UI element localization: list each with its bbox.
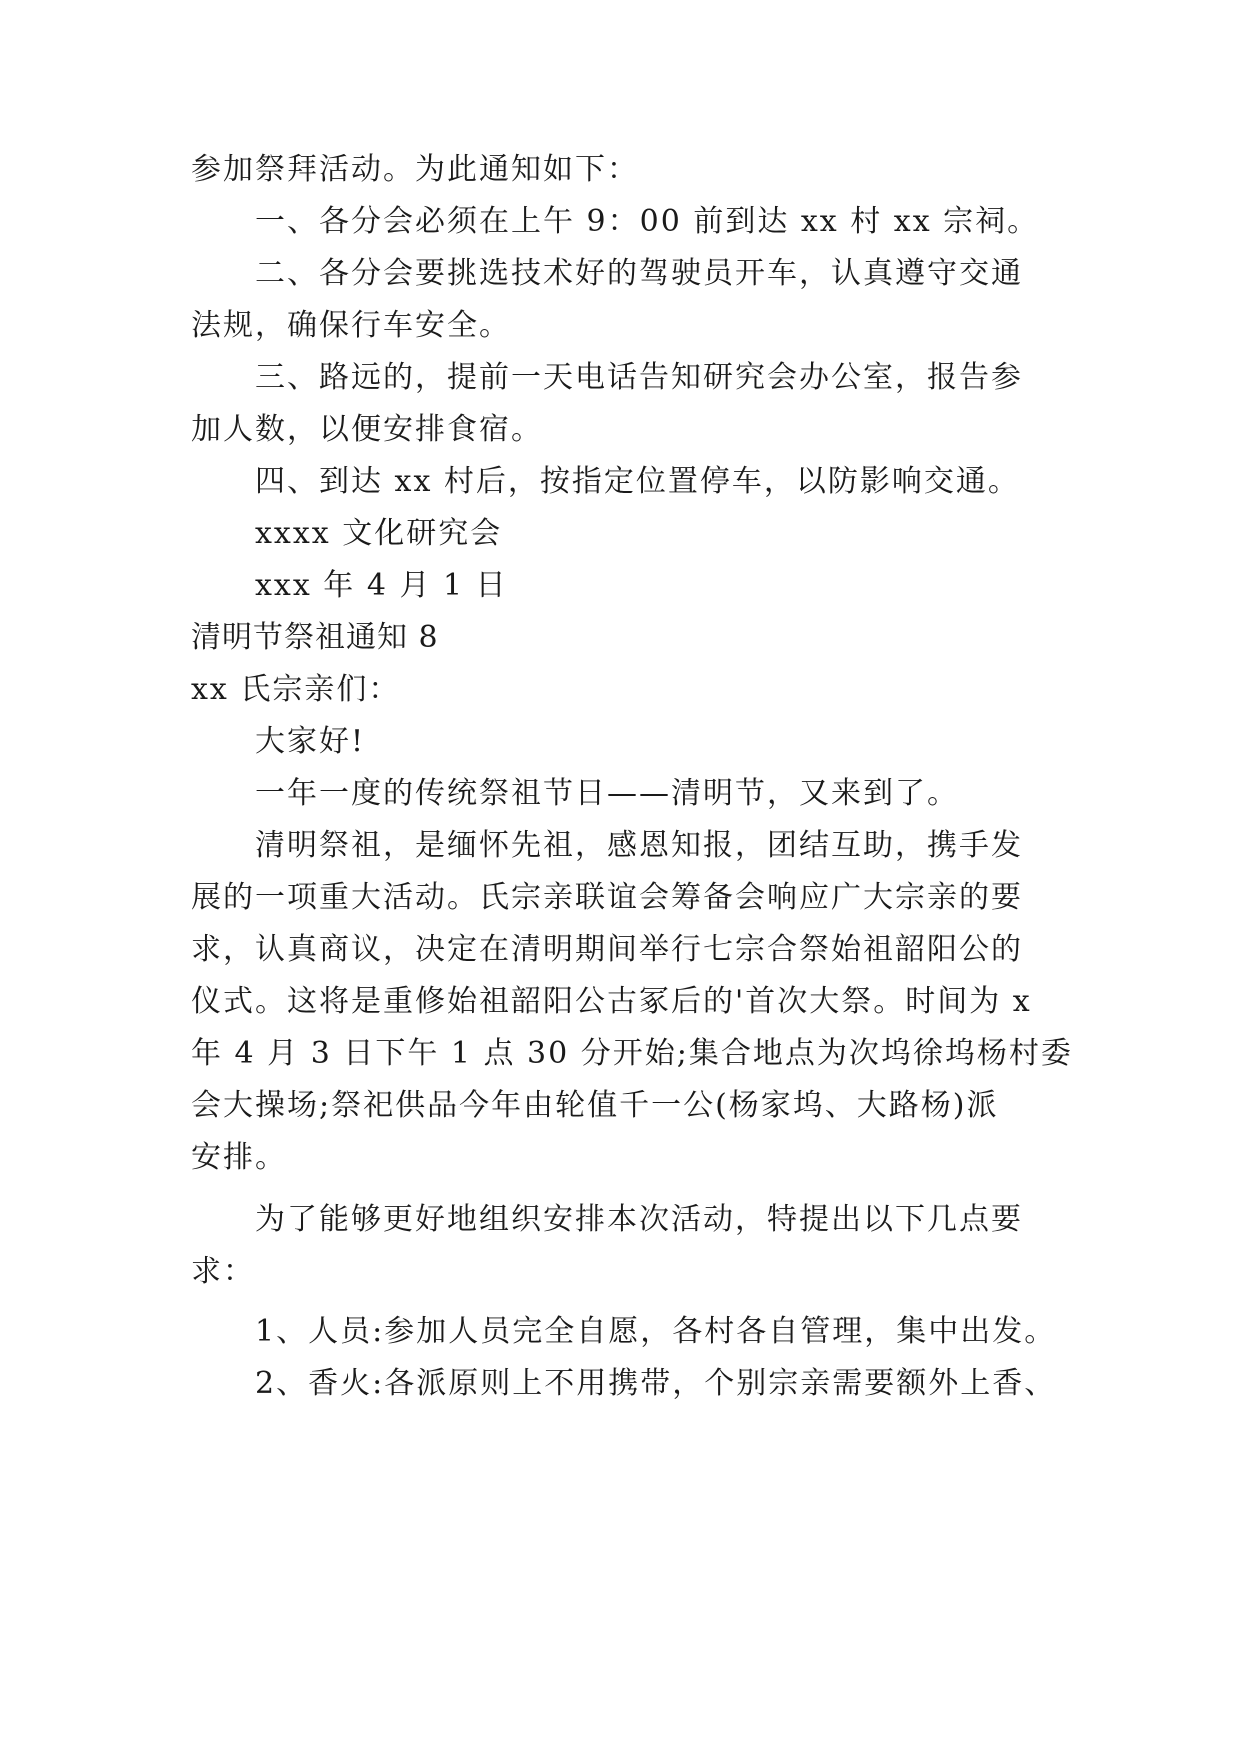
salutation: xx 氏宗亲们： [191,672,401,707]
paragraph-line: 参加祭拜活动。为此通知如下： [191,152,639,187]
paragraph-line: 仪式。这将是重修始祖韶阳公古冢后的'首次大祭。时间为 x [191,984,1032,1019]
signature-date: xxx 年 4 月 1 日 [255,568,508,603]
paragraph-line: 求，认真商议，决定在清明期间举行七宗合祭始祖韶阳公的 [191,932,1023,967]
paragraph-line: 加人数，以便安排食宿。 [191,412,543,447]
paragraph-line: 法规，确保行车安全。 [191,308,511,343]
section-heading: 清明节祭祖通知 8 [191,620,439,655]
notice-item-3: 三、路远的，提前一天电话告知研究会办公室，报告参 [255,360,1023,395]
paragraph-line: 为了能够更好地组织安排本次活动，特提出以下几点要 [255,1202,1023,1237]
paragraph-line: 一年一度的传统祭祖节日——清明节，又来到了。 [255,776,959,811]
signature-organization: xxxx 文化研究会 [255,516,503,551]
notice-item-2: 二、各分会要挑选技术好的驾驶员开车，认真遵守交通 [255,256,1023,291]
greeting: 大家好! [255,724,366,759]
paragraph-line: 求： [191,1254,255,1289]
notice-item-4: 四、到达 xx 村后，按指定位置停车，以防影响交通。 [255,464,1020,499]
paragraph-line: 会大操场;祭祀供品今年由轮值千一公(杨家坞、大路杨)派 [191,1088,999,1123]
requirement-item-2: 2、香火:各派原则上不用携带，个别宗亲需要额外上香、 [255,1366,1057,1401]
notice-item-1: 一、各分会必须在上午 9：00 前到达 xx 村 xx 宗祠。 [255,204,1040,239]
paragraph-line: 年 4 月 3 日下午 1 点 30 分开始;集合地点为次坞徐坞杨村委 [191,1036,1073,1071]
paragraph-line: 清明祭祖，是缅怀先祖，感恩知报，团结互助，携手发 [255,828,1023,863]
paragraph-line: 展的一项重大活动。氏宗亲联谊会筹备会响应广大宗亲的要 [191,880,1023,915]
paragraph-line: 安排。 [191,1140,287,1175]
requirement-item-1: 1、人员:参加人员完全自愿，各村各自管理，集中出发。 [255,1314,1057,1349]
